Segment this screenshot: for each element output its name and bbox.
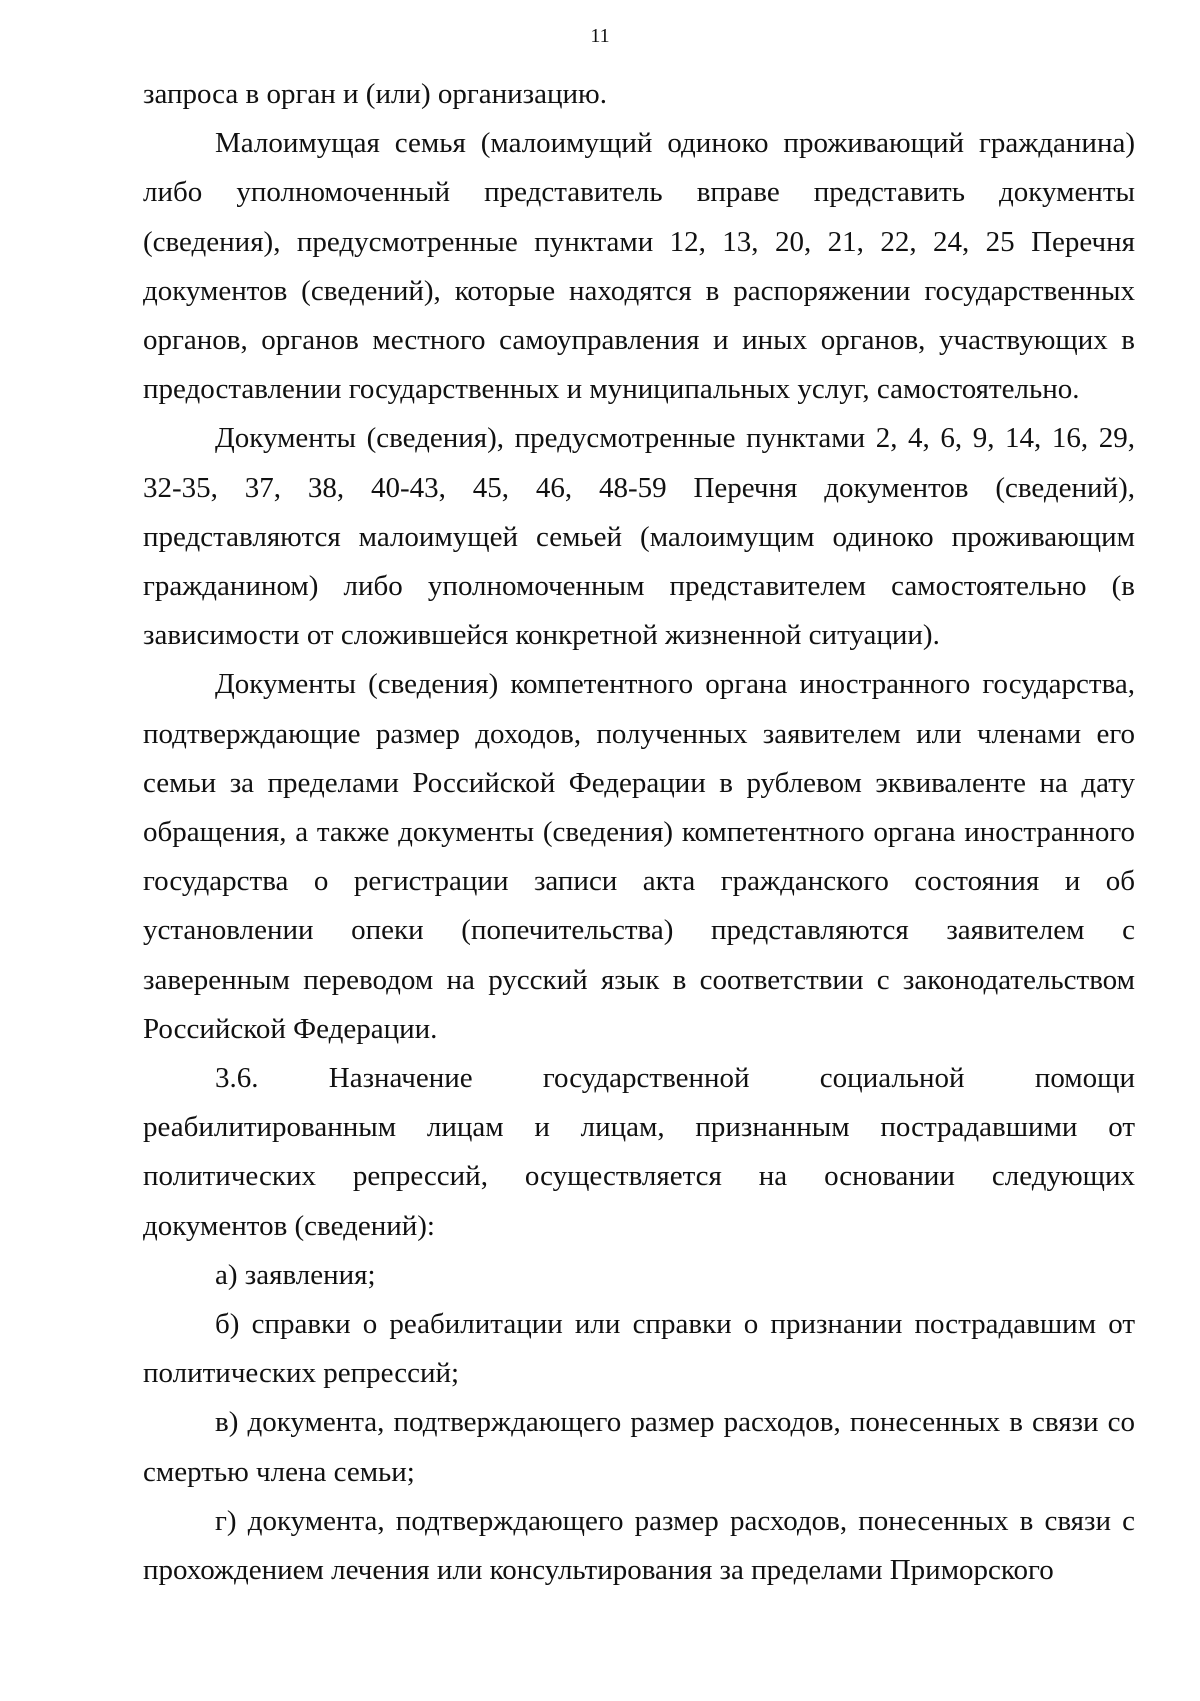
page-number: 11 [590, 25, 610, 47]
list-item-v: в) документа, подтверждающего размер расходов, понесенных в связи со смертью члена семьи; [143, 1406, 1135, 1488]
list-item-b: б) справки о реабилитации или справки о признании пострадавшим от политических репрессий; [143, 1308, 1135, 1390]
list-item-a: а) заявления; [215, 1258, 376, 1291]
paragraph-low-income-family: Малоимущая семья (малоимущий одиноко проживающий гражданина) либо уполномоченный представитель вправе представить документы (сведения), предусмотренные пунктами 12, 13, 20, 21, 22, 24, 25 Перечня документов (сведений), которые находятся в распоряжении государственных органов, органов местного самоуправления и иных органов, участвующих в предоставлении государственных и муниципальных услуг, самостоятельно. [143, 127, 1135, 406]
document-body [143, 70, 1135, 1595]
list-item-g: г) документа, подтверждающего размер расходов, понесенных в связи с прохождением лечения или консультирования за пределами Приморского [143, 1504, 1135, 1587]
paragraph-documents-self-submitted: Документы (сведения), предусмотренные пунктами 2, 4, 6, 9, 14, 16, 29, 32-35, 37, 38, 40-43, 45, 46, 48-59 Перечня документов (сведений), представляются малоимущей семьей (малоимущим одиноко проживающим гражданином) либо уполномоченным представителем самостоятельно (в зависимости от сложившейся конкретной жизненной ситуации). [143, 422, 1135, 652]
paragraph-foreign-documents: Документы (сведения) компетентного органа иностранного государства, подтверждающие размер доходов, полученных заявителем или членами его семьи за пределами Российской Федерации в рублевом эквиваленте на дату обращения, а также документы (сведения) компетентного органа иностранного государства о регистрации записи акта гражданского состояния и об установлении опеки (попечительства) представляются заявителем с заверенным переводом на русский язык в соответствии с законодательством Российской Федерации. [143, 668, 1135, 1045]
paragraph-section-3-6: 3.6. Назначение государственной социальной помощи реабилитированным лицам и лицам, признанным пострадавшими от политических репрессий, осуществляется на основании следующих документов (сведений): [143, 1062, 1135, 1242]
paragraph-continuation: запроса в орган и (или) организацию. [143, 78, 607, 110]
